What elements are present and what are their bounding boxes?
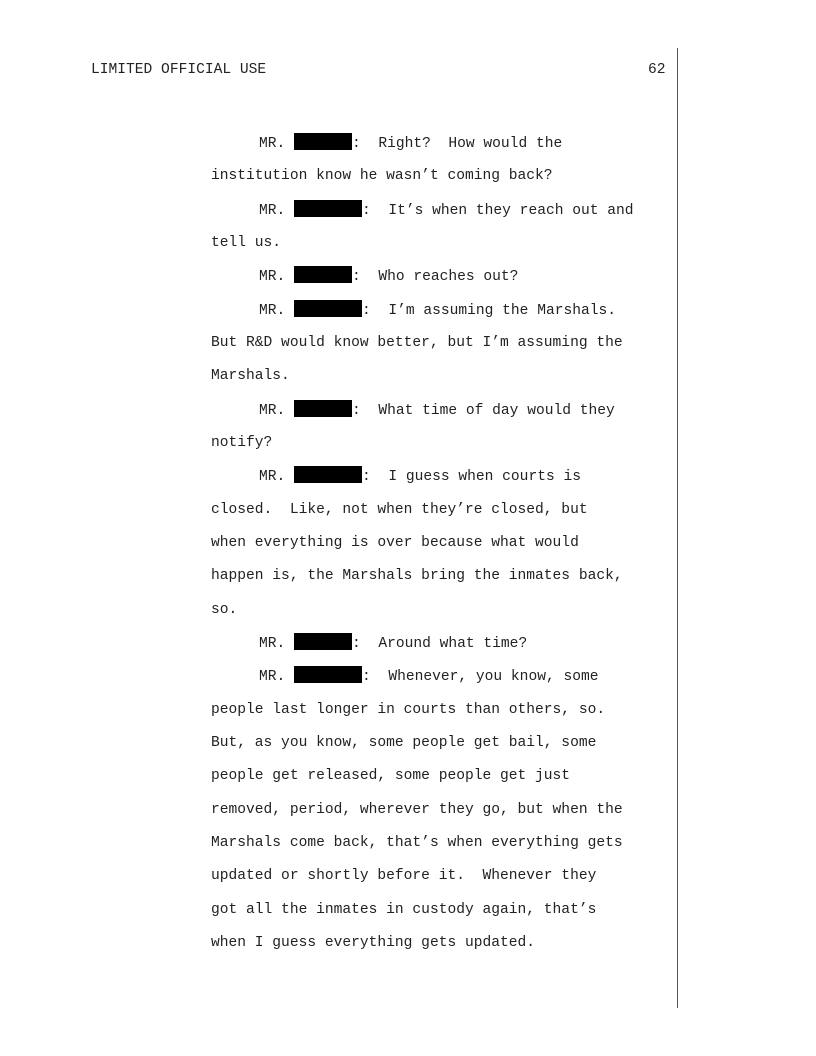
line-text: when I guess everything gets updated. — [211, 935, 536, 951]
line-text: institution know he wasn’t coming back? — [211, 168, 553, 184]
speaker-prefix: MR. — [259, 469, 286, 485]
line-text: notify? — [211, 435, 273, 451]
speaker-prefix: MR. — [259, 636, 286, 652]
transcript-line — [0, 826, 680, 884]
speaker-prefix: MR. — [259, 136, 286, 152]
line-text: tell us. — [211, 235, 282, 251]
transcript-line — [0, 393, 680, 451]
transcript-line — [0, 360, 680, 419]
line-text: Marshals. — [211, 368, 290, 384]
page-header-classification: LIMITED OFFICIAL USE — [91, 62, 267, 78]
speaker-prefix: MR. — [259, 269, 286, 285]
line-text: removed, period, wherever they go, but when the — [211, 802, 623, 818]
line-text: when everything is over because what would — [211, 535, 579, 551]
transcript-line — [0, 193, 680, 251]
speaker-statement: : What time of day would they — [352, 403, 615, 419]
speaker-statement: : Whenever, you know, some — [362, 669, 599, 685]
speaker-statement: : I guess when courts is — [362, 469, 581, 485]
transcript-line — [0, 326, 680, 384]
speaker-statement: : Right? How would the — [352, 136, 563, 152]
line-text: people get released, some people get just — [211, 768, 571, 784]
transcript-line — [0, 460, 680, 518]
speaker-prefix: MR. — [259, 303, 286, 319]
transcript-line — [0, 593, 680, 652]
transcript-line — [0, 293, 680, 351]
speaker-statement: : I’m assuming the Marshals. — [362, 303, 617, 319]
speaker-prefix: MR. — [259, 669, 286, 685]
transcript-line — [0, 426, 680, 485]
speaker-statement: : It’s when they reach out and — [362, 203, 634, 219]
transcript-line — [0, 526, 680, 584]
transcript-line — [0, 793, 680, 851]
transcript-line — [0, 626, 680, 685]
transcript-line — [0, 93, 680, 152]
transcript-line — [0, 126, 680, 184]
line-text: But, as you know, some people get bail, some — [211, 735, 597, 751]
transcript-line — [0, 760, 680, 818]
line-text: so. — [211, 602, 238, 618]
line-text: got all the inmates in custody again, that’s — [211, 902, 597, 918]
transcript-line — [0, 726, 680, 784]
transcript-line — [0, 693, 680, 751]
line-text: happen is, the Marshals bring the inmates back, — [211, 568, 623, 584]
line-text: Marshals come back, that’s when everything gets — [211, 835, 623, 851]
page-number: 62 — [648, 62, 666, 78]
line-text: But R&D would know better, but I’m assuming the — [211, 335, 623, 351]
transcript-line — [0, 493, 680, 551]
transcript-line — [0, 226, 680, 285]
line-text: updated or shortly before it. Whenever they — [211, 868, 597, 884]
transcript-line — [0, 860, 680, 918]
transcript-line — [0, 160, 680, 219]
line-text: closed. Like, not when they’re closed, but — [211, 502, 588, 518]
speaker-statement: : Around what time? — [352, 636, 528, 652]
speaker-statement: : Who reaches out? — [352, 269, 519, 285]
transcript-line — [0, 660, 680, 718]
speaker-prefix: MR. — [259, 203, 286, 219]
transcript-line — [0, 260, 680, 319]
line-text: people last longer in courts than others, so. — [211, 702, 606, 718]
transcript-line — [0, 893, 680, 951]
transcript-line — [0, 560, 680, 618]
speaker-prefix: MR. — [259, 403, 286, 419]
